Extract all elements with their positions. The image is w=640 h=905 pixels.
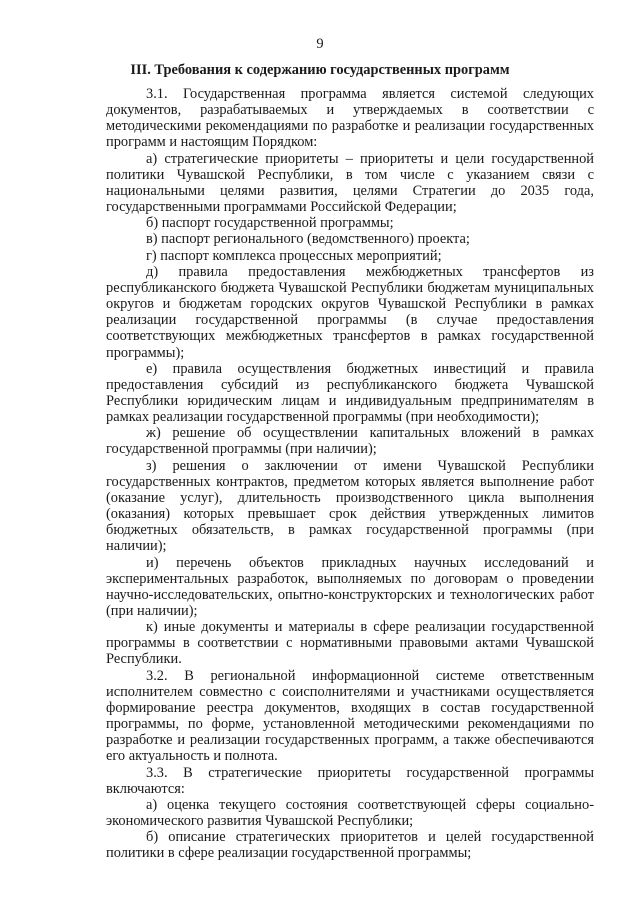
list-item-a: а) стратегические приоритеты – приоритеты и цели государственной политики Чувашской Республики, в том числе с указанием связи с национальными целями развития, целями Стратегии до 2035 года, государственными программами Российской Федерации; <box>106 150 594 216</box>
paragraph-3-2: 3.2. В региональной информационной системе ответственным исполнителем совместно с соисполнителями и участниками осуществляется формирование реестра документов, входящих в состав государственной программы, по форме, установленной методическими рекомендациями по разработке и реализации государственных программ, а также обеспечиваются его актуальность и полнота. <box>106 667 594 765</box>
list-item-d: д) правила предоставления межбюджетных трансфертов из республиканского бюджета Чувашской Республики бюджетам муниципальных округов и бюджетам городских округов Чувашской Республики в рамках реализации государственной программы (в случае предоставления соответствующих межбюджетных трансфертов в рамках государственной программы); <box>106 263 594 361</box>
page-number: 9 <box>316 36 324 52</box>
section-title: III. Требования к содержанию государственных программ <box>130 62 510 78</box>
paragraph-3-1: 3.1. Государственная программа является системой следующих документов, разрабатываемых и утверждаемых в соответствии с методическими рекомендациями по разработке и реализации государственных программ и настоящим Порядком: <box>106 86 594 151</box>
list-item-b: б) паспорт государственной программы; <box>146 215 394 232</box>
list-item-zh: ж) решение об осуществлении капитальных вложений в рамках государственной программы (при наличии); <box>106 425 594 458</box>
list-item-3-3-a: а) оценка текущего состояния соответствующей сферы социально-экономического развития Чувашской Республики; <box>106 796 594 830</box>
list-item-g: г) паспорт комплекса процессных мероприятий; <box>146 247 442 264</box>
paragraph-3-3: 3.3. В стратегические приоритеты государственной программы включаются: <box>106 764 594 797</box>
list-item-z: з) решения о заключении от имени Чувашской Республики государственных контрактов, предметом которых является выполнение работ (оказание услуг), длительность производственного цикла выполнения (оказания) которых превышает срок действия утвержденных лимитов бюджетных обязательств, в рамках государственной программы (при наличии); <box>106 457 594 555</box>
list-item-v: в) паспорт регионального (ведомственного) проекта; <box>146 231 470 248</box>
list-item-k: к) иные документы и материалы в сфере реализации государственной программы в соответствии с нормативными правовыми актами Чувашской Республики. <box>106 619 594 668</box>
list-item-i: и) перечень объектов прикладных научных исследований и экспериментальных разработок, выполняемых по договорам о проведении научно-исследовательских, опытно-конструкторских и технологических работ (при наличии); <box>106 554 594 619</box>
list-item-e: е) правила осуществления бюджетных инвестиций и правила предоставления субсидий из республиканского бюджета Чувашской Республики юридическим лицам и индивидуальным предпринимателям в рамках реализации государственной программы (при необходимости); <box>106 360 594 426</box>
list-item-3-3-b: б) описание стратегических приоритетов и целей государственной политики в сфере реализации государственной программы; <box>106 829 594 862</box>
document-body <box>106 86 594 862</box>
